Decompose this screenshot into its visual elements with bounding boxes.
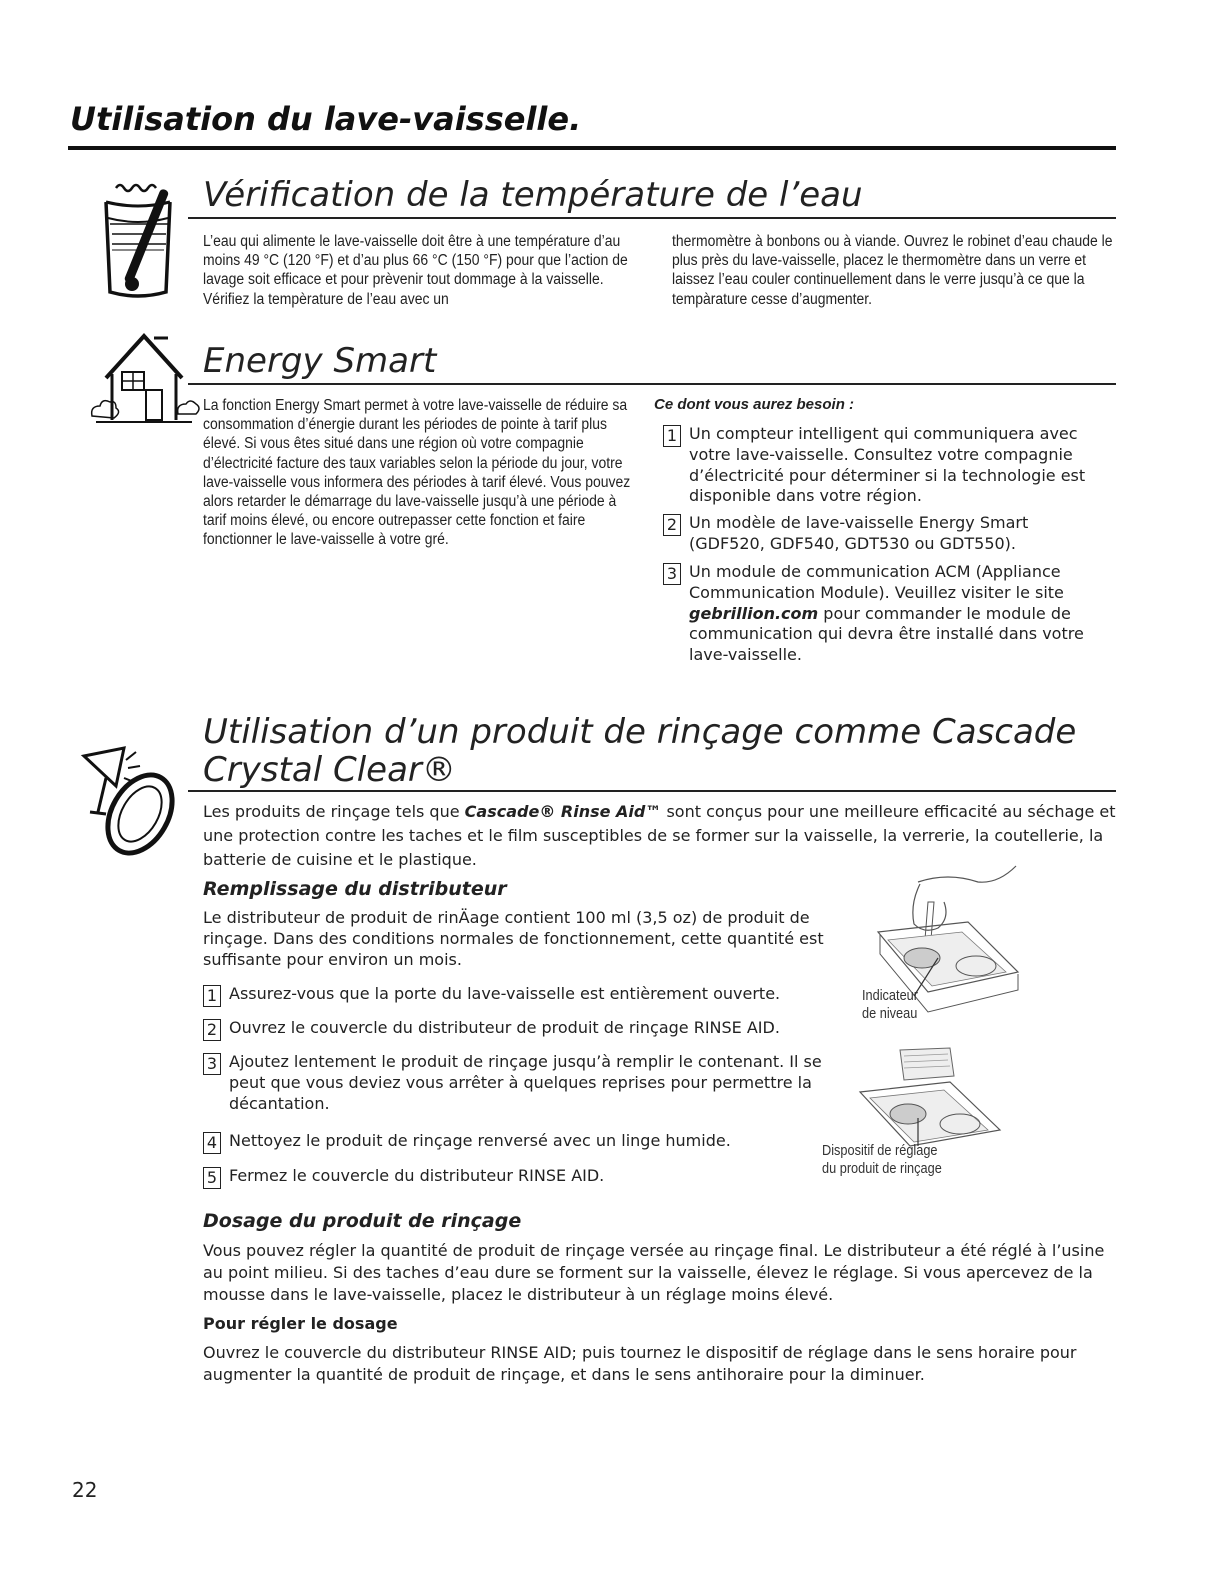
section-title-water-temperature: Vérification de la température de l’eau	[203, 175, 863, 215]
gebrillion-link[interactable]: gebrillion.com	[689, 603, 819, 623]
section-rule	[188, 790, 1116, 792]
list-item	[203, 1018, 833, 1041]
thermometer-glass-icon	[98, 180, 178, 302]
fill-dispenser-heading: Remplissage du distributeur	[203, 878, 507, 900]
list-item-text: Assurez-vous que la porte du lave-vaisselle est entièrement ouverte.	[229, 984, 781, 1003]
rinse-adjuster-caption: Dispositif de réglage du produit de rinçage	[822, 1142, 942, 1177]
list-item-text: Un module de communication ACM (Appliance Communication Module). Veuillez visiter le site gebrillion.com pour commander le module de communication qui devra être installé dans votre lave-vaisselle.	[689, 562, 1084, 665]
step-number-box: 2	[203, 1019, 221, 1041]
list-item	[663, 424, 1088, 507]
list-item	[663, 562, 1088, 666]
list-item	[203, 1166, 833, 1189]
list-item-text: Fermez le couvercle du distributeur RINSE AID.	[229, 1166, 605, 1185]
rinse-dosage-text: Vous pouvez régler la quantité de produit de rinçage versée au rinçage final. Le distributeur a été réglé à l’usine au point milieu. Si des taches d’eau dure se forment sur la vaisselle, élevez le réglage. Si vous apercevez de la mousse dans le lave-vaisselle, placez le distributeur à un réglage moins élevé.	[203, 1241, 1105, 1304]
list-item	[203, 1052, 833, 1114]
step-number-box: 1	[203, 985, 221, 1007]
section-rule	[188, 217, 1116, 219]
dispenser-adjuster-illustration	[840, 1046, 1010, 1156]
list-item	[663, 513, 1088, 555]
rinse-aid-intro: Les produits de rinçage tels que Cascade® Rinse Aid™ sont conçus pour une meilleure efficacité au séchage et une protection contre les taches et le film susceptibles de se former sur la vaisselle, la verrerie, la coutellerie, la batterie de cuisine et le plastique.	[203, 802, 1116, 869]
section-title-rinse-aid: Utilisation d’un produit de rinçage comme Cascade Crystal Clear®	[203, 712, 1077, 790]
list-item-text: Ajoutez lentement le produit de rinçage jusqu’à remplir le contenant. Il se peut que vous deviez vous arrêter à quelques reprises pour permettre la décantation.	[229, 1052, 822, 1113]
adjust-dosage-text: Ouvrez le couvercle du distributeur RINSE AID; puis tournez le dispositif de réglage dans le sens horaire pour augmenter la quantité de produit de rinçage, et dans le sens antihoraire pour la diminuer.	[203, 1343, 1077, 1384]
title-rule	[68, 146, 1116, 150]
list-item	[203, 984, 833, 1007]
water-temp-text-col2: thermomètre à bonbons ou à viande. Ouvrez le robinet d’eau chaude le plus près du lave-vaisselle, placez le thermomètre dans un verre et laissez l’eau couler continuellement dans le verre jusqu’à ce que la tempàrature cesse d’augmenter.	[672, 233, 1113, 308]
list-item-text: Ouvrez le couvercle du distributeur de produit de rinçage RINSE AID.	[229, 1018, 780, 1037]
section-rule	[188, 383, 1116, 385]
list-item-text: Un compteur intelligent qui communiquera avec votre lave-vaisselle. Consultez votre compagnie d’électricité pour déterminer si la technologie est disponible dans votre région.	[689, 424, 1086, 506]
water-temp-text-col1: L’eau qui alimente le lave-vaisselle doit être à une température d’au moins 49 °C (120 °F) et d’au plus 66 °C (150 °F) pour que l’action de lavage soit efficace et pour prèvenir tout dommage à la vaisselle. Vérifiez la tempèrature de l’eau avec un	[203, 233, 628, 308]
adjust-dosage-heading: Pour régler le dosage	[203, 1314, 398, 1333]
page-title: Utilisation du lave-vaisselle.	[70, 100, 582, 138]
rinse-dosage-heading: Dosage du produit de rinçage	[203, 1210, 522, 1232]
list-item-text: Nettoyez le produit de rinçage renversé avec un linge humide.	[229, 1131, 731, 1150]
level-indicator-caption: Indicateur de niveau	[862, 987, 918, 1022]
glass-and-plate-icon	[76, 742, 196, 862]
list-item-text: Un modèle de lave-vaisselle Energy Smart (GDF520, GDF540, GDT530 ou GDT550).	[689, 513, 1029, 553]
energy-smart-description: La fonction Energy Smart permet à votre lave-vaisselle de réduire sa consommation d’énergie durant les périodes de pointe à tarif plus élevé. Si vous êtes situé dans une région où votre compagnie d’électricité facture des taux variables selon la période du jour, votre lave-vaisselle vous informera des périodes à tarif élevé. Vous pouvez alors retarder le démarrage du lave-vaisselle jusqu’à une période à tarif moins élevé, ou encore outrepasser cette fonction et faire fonctionner le lave-vaisselle à votre gré.	[203, 397, 631, 549]
step-number-box: 2	[663, 514, 681, 536]
needs-heading: Ce dont vous aurez besoin :	[654, 396, 855, 413]
page-number: 22	[72, 1478, 98, 1502]
step-number-box: 4	[203, 1132, 221, 1154]
list-item	[203, 1131, 833, 1154]
step-number-box: 5	[203, 1167, 221, 1189]
step-number-box: 1	[663, 425, 681, 447]
step-number-box: 3	[203, 1053, 221, 1075]
step-number-box: 3	[663, 563, 681, 585]
section-title-energy-smart: Energy Smart	[203, 341, 437, 381]
fill-dispenser-text: Le distributeur de produit de rinÄage contient 100 ml (3,5 oz) de produit de rinçage. Dans des conditions normales de fonctionnement, cette quantité est suffisante pour environ un mois.	[203, 908, 824, 969]
house-icon	[88, 328, 200, 428]
